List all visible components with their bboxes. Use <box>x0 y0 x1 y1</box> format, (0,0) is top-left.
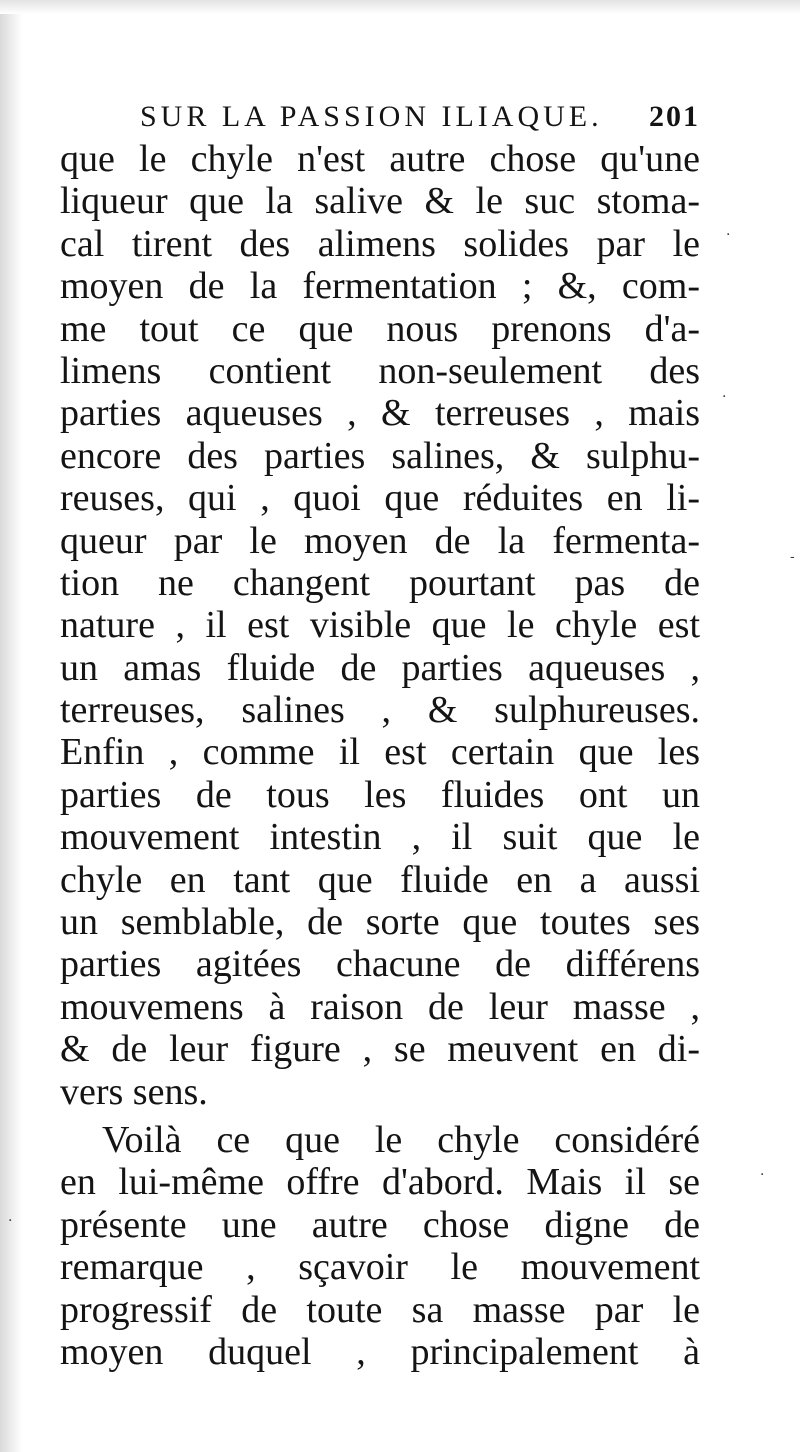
text-line: chyle en tant que fluide en a aussi <box>60 858 700 901</box>
text-line: terreuses, salines , & sulphureuses. <box>60 689 700 732</box>
text-line: un semblable, de sorte que toutes ses <box>60 901 700 944</box>
text-line: liqueur que la salive & le suc stoma- <box>60 180 700 223</box>
text-line: mouvemens à raison de leur masse , <box>60 985 700 1028</box>
running-title: SUR LA PASSION ILIAQUE. <box>140 100 603 133</box>
text-line: reuses, qui , quoi que réduites en li- <box>60 477 700 520</box>
text-line: Voilà ce que le chyle considéré <box>102 1118 700 1161</box>
text-line: remarque , sçavoir le mouvement <box>60 1246 700 1289</box>
text-line: queur par le moyen de la fermenta- <box>60 519 700 562</box>
text-line: progressif de toute sa masse par le <box>60 1288 700 1331</box>
text-line: moyen de la fermentation ; &, com- <box>60 265 700 308</box>
text-line: encore des parties salines, & sulphu- <box>60 434 700 477</box>
margin-speck: · <box>726 227 731 243</box>
text-line: me tout ce que nous prenons d'a- <box>60 307 700 350</box>
text-line: parties de tous les fluides ont un <box>60 773 700 816</box>
text-line: cal tirent des alimens solides par le <box>60 222 700 265</box>
text-line: Enfin , comme il est certain que les <box>60 731 700 774</box>
text-line: parties aqueuses , & terreuses , mais <box>60 392 700 435</box>
text-line: & de leur figure , se meuvent en di- <box>60 1028 700 1071</box>
page-edge-shadow <box>0 0 22 1452</box>
text-line: limens contient non-seulement des <box>60 349 700 392</box>
text-line: mouvement intestin , il suit que le <box>60 816 700 859</box>
margin-speck: · <box>8 1213 13 1229</box>
body-text <box>60 138 700 1373</box>
margin-speck: - <box>790 549 795 565</box>
page-number: 201 <box>649 100 700 133</box>
text-line: moyen duquel , principalement à <box>60 1330 700 1373</box>
text-line: parties agitées chacune de différens <box>60 943 700 986</box>
page-top-shadow <box>0 0 800 14</box>
margin-speck: · <box>760 1167 765 1183</box>
text-line: vers sens. <box>60 1070 208 1113</box>
paragraph-1 <box>60 138 700 1113</box>
text-line: un amas fluide de parties aqueuses , <box>60 646 700 689</box>
text-line: en lui-même offre d'abord. Mais il se <box>60 1161 700 1204</box>
text-line: tion ne changent pourtant pas de <box>60 561 700 604</box>
text-line: présente une autre chose digne de <box>60 1203 700 1246</box>
text-line: nature , il est visible que le chyle est <box>60 604 700 647</box>
margin-speck: · <box>722 389 727 405</box>
paragraph-2 <box>60 1119 700 1373</box>
text-line: que le chyle n'est autre chose qu'une <box>60 138 700 180</box>
